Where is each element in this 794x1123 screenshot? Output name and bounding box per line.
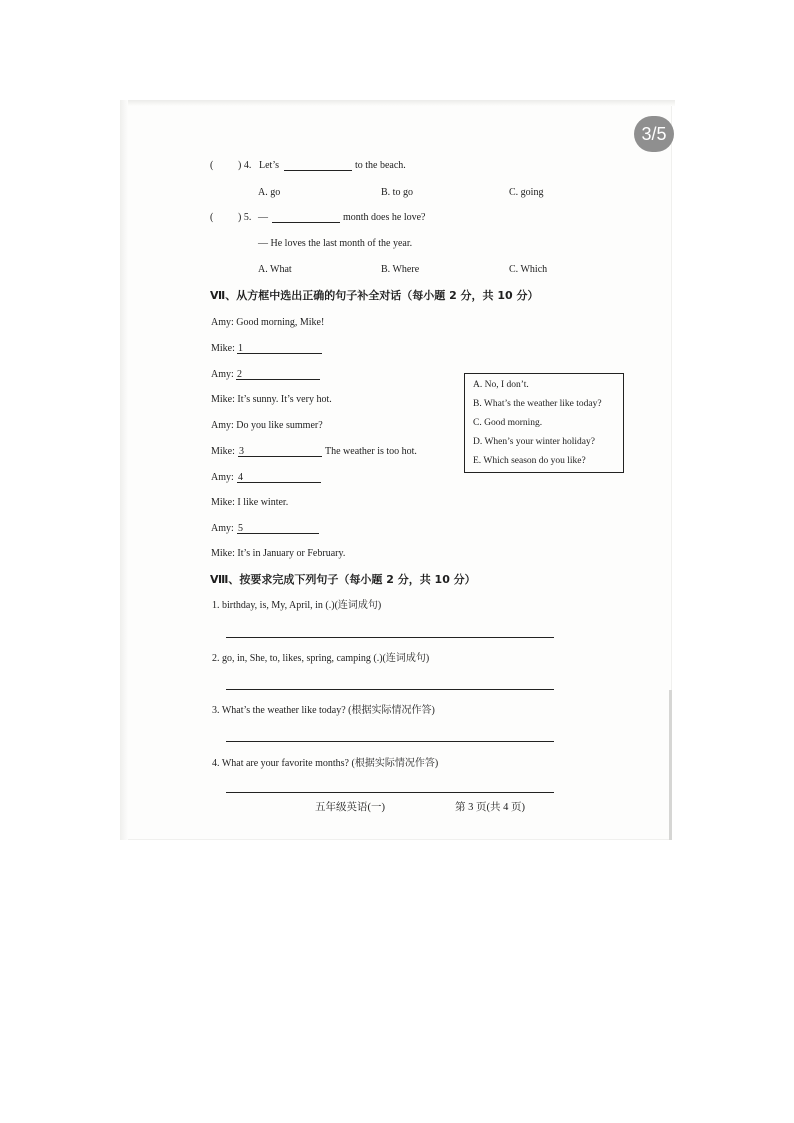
dialogue-line: Mike: It’s in January or February. [211, 548, 346, 559]
section-8-heading: Ⅷ、按要求完成下列句子（每小题 2 分，共 10 分） [210, 573, 476, 586]
question-dash: — [258, 212, 268, 223]
question-stem-end: to the beach. [355, 160, 406, 171]
footer-page-number: 第 3 页(共 4 页) [455, 802, 525, 813]
option-c[interactable]: C. Which [509, 264, 548, 275]
option-c[interactable]: C. going [509, 187, 544, 198]
choice-b[interactable]: B. What’s the weather like today? [473, 399, 602, 409]
dialogue-blank-4[interactable] [237, 482, 321, 483]
question-number: ) 5. [238, 212, 252, 223]
page-indicator-badge[interactable]: 3/5 [634, 116, 674, 152]
page-edge-top [120, 100, 675, 106]
task-1: 1. birthday, is, My, April, in (.)(连词成句) [212, 600, 382, 611]
answer-line-3[interactable] [226, 741, 554, 742]
fill-blank[interactable] [284, 170, 352, 171]
dialogue-speaker: Amy: [211, 523, 234, 534]
choice-d[interactable]: D. When’s your winter holiday? [473, 437, 595, 447]
dialogue-speaker: Amy: [211, 472, 234, 483]
answer-paren-open: ( [210, 160, 214, 171]
option-a[interactable]: A. What [258, 264, 292, 275]
choice-c[interactable]: C. Good morning. [473, 418, 543, 428]
question-stem: Let’s [259, 160, 279, 171]
choice-e[interactable]: E. Which season do you like? [473, 456, 586, 466]
choice-a[interactable]: A. No, I don’t. [473, 380, 529, 390]
page-edge-left [120, 100, 128, 840]
dialogue-line: Amy: Good morning, Mike! [211, 317, 325, 328]
dialogue-line: Mike: It’s sunny. It’s very hot. [211, 394, 332, 405]
task-4: 4. What are your favorite months? (根据实际情况作答) [212, 758, 439, 769]
fill-blank[interactable] [272, 222, 340, 223]
task-2: 2. go, in, She, to, likes, spring, camping (.)(连词成句) [212, 653, 430, 664]
answer-line-1[interactable] [226, 637, 554, 638]
option-a[interactable]: A. go [258, 187, 281, 198]
dialogue-speaker: Amy: [211, 369, 234, 380]
answer-paren-open: ( [210, 212, 214, 223]
dialogue-blank-number: 5 [238, 523, 243, 534]
dialogue-blank-3[interactable] [238, 456, 322, 457]
dialogue-blank-1[interactable] [237, 353, 322, 354]
dialogue-blank-5[interactable] [237, 533, 319, 534]
section-7-heading: Ⅶ、从方框中选出正确的句子补全对话（每小题 2 分，共 10 分） [210, 289, 539, 302]
dialogue-blank-number: 1 [238, 343, 243, 354]
dialogue-blank-number: 2 [237, 369, 242, 380]
footer-subject: 五年级英语(一) [315, 802, 385, 813]
dialogue-line-end: The weather is too hot. [325, 446, 417, 457]
question-reply: — He loves the last month of the year. [258, 238, 413, 249]
dialogue-blank-2[interactable] [236, 379, 320, 380]
dialogue-blank-number: 3 [239, 446, 244, 457]
option-b[interactable]: B. Where [381, 264, 420, 275]
answer-line-2[interactable] [226, 689, 554, 690]
dialogue-line: Mike: I like winter. [211, 497, 289, 508]
dialogue-speaker: Mike: [211, 343, 235, 354]
question-number: ) 4. [238, 160, 252, 171]
task-3: 3. What’s the weather like today? (根据实际情况作答) [212, 705, 435, 716]
answer-line-4[interactable] [226, 792, 554, 793]
dialogue-line: Amy: Do you like summer? [211, 420, 323, 431]
page-edge-right [669, 690, 672, 840]
dialogue-blank-number: 4 [238, 472, 243, 483]
option-b[interactable]: B. to go [381, 187, 413, 198]
question-stem-end: month does he love? [343, 212, 426, 223]
dialogue-speaker: Mike: [211, 446, 235, 457]
choices-box [464, 373, 624, 473]
